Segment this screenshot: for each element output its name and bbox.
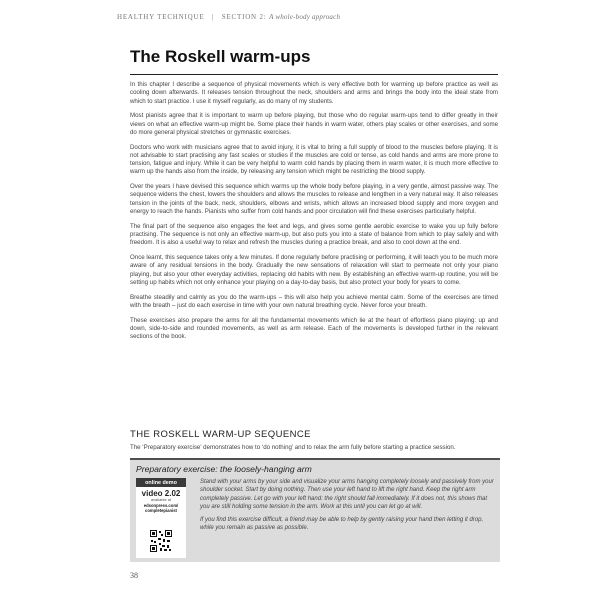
paragraph: Breathe steadily and calmly as you do the warm-ups – this will also help you achieve mental calm. Some of the exercises are timed with the breath – just do each exercise in time with your own natural breathing cycle. Never force your breath. — [130, 293, 498, 309]
exercise-title: Preparatory exercise: the loosely-hanging arm — [136, 464, 312, 474]
video-number: video 2.02 — [141, 489, 181, 498]
paragraph: Once learnt, this sequence takes only a few minutes. If done regularly before practising or performing, it will teach you to be much more aware of any residual tensions in the body. Gradually the new sensations of relaxation will start to permeate not only your piano playing, but also your other everyday activities, replacing old habits with new. By establishing an effective warm-up routine, you will be setting up habits which not only enhance your playing on a day-to-day basis, but also protect your body for years to come. — [130, 254, 498, 286]
running-head — [117, 13, 340, 21]
qr-code-icon — [149, 529, 173, 553]
title-rule — [130, 74, 498, 75]
chapter-title: The Roskell warm-ups — [130, 47, 311, 66]
available-at-text: available at — [150, 497, 172, 502]
page-number: 38 — [130, 571, 138, 580]
paragraph: Doctors who work with musicians agree that to avoid injury, it is vital to bring a full supply of blood to the muscles before playing. It is not advisable to start practising any fast scales or studies if the muscles are cold or tense, as cold hands and arms are more prone to tension, fatigue and injury. While it can be very helpful to warm cold hands by placing them in warm water, it is much more effective to warm up the hands also from the inside, by releasing any tension which might be restricting the blood supply. — [130, 143, 498, 176]
paragraph: Most pianists agree that it is important to warm up before playing, but those who do regular warm-ups tend to differ greatly in their views on what an effective warm-up might be. Some place their hands in warm water, others play scales or other exercises, and some do more general physical stretches or gymnastic exercises. — [130, 112, 498, 136]
demo-url-line2: completepianist — [145, 507, 177, 513]
exercise-paragraph: Stand with your arms by your side and visualize your arms hanging completely loosely and passively from your shoulder socket. Start by doing nothing. Then use your left hand to lift the right hand. Keep the right arm completely passive. Let go with your left hand: the right should fall immediately. If it does not, this shows that you are still holding some tension in the arm. Work at this until you can let go at will. — [200, 479, 494, 510]
section-label: SECTION 2: — [221, 13, 267, 21]
online-demo-label: online demo — [136, 478, 186, 487]
paragraph: The final part of the sequence also engages the feet and legs, and gives some gentle aerobic exercise to wake you up fully before practising. The sequence is not only an effective warm-up, but also puts you into a state of balance from which to play safely and with freedom. It is also a useful way to relax and refresh the muscles during a practice break, and also to cool down at the end. — [130, 222, 498, 247]
section-heading: THE ROSKELL WARM-UP SEQUENCE — [130, 429, 311, 440]
book-title: HEALTHY TECHNIQUE — [117, 13, 205, 21]
section-title: A whole-body approach — [269, 13, 341, 21]
demo-url-line1: edsonpress.com/ — [143, 502, 179, 508]
exercise-box — [130, 458, 500, 562]
paragraph: These exercises also prepare the arms for all the fundamental movements which lie at the heart of effortless piano playing: up and down, side-to-side and rounded movements, as well as arm release. Each of the movements is developed further in the relevant sections of the book. — [130, 316, 498, 341]
body-text — [130, 81, 498, 348]
paragraph: In this chapter I describe a sequence of physical movements which is very effective both for warming up before practice as well as cooling down afterwards. It releases tension throughout the neck, shoulders and arms and brings the body into the ideal state from which to start practice. I use it myself regularly, as do many of my students. — [130, 81, 498, 105]
online-demo-panel — [136, 478, 186, 558]
paragraph: Over the years I have devised this sequence which warms up the whole body before playing, in a very gentle, almost passive way. The sequence widens the chest, lowers the shoulders and allows the muscles to release and lengthen in a very natural way. It also releases tension in the joints of the back, neck, shoulders, elbows and wrists, which allows an increased blood supply and more oxygen and energy to reach the hands. Pianists who suffer from cold hands and poor circulation will find these exercises particularly helpful. — [130, 183, 498, 216]
exercise-paragraph: If you find this exercise difficult, a friend may be able to help by gently raising your hand then letting it drop, while you remain as passive as possible. — [200, 517, 484, 532]
section-intro: The ‘Preparatory exercise’ demonstrates how to ‘do nothing’ and to relax the arm fully before starting a practice session. — [130, 444, 456, 451]
exercise-instructions — [200, 478, 496, 538]
header-separator: | — [211, 13, 215, 21]
